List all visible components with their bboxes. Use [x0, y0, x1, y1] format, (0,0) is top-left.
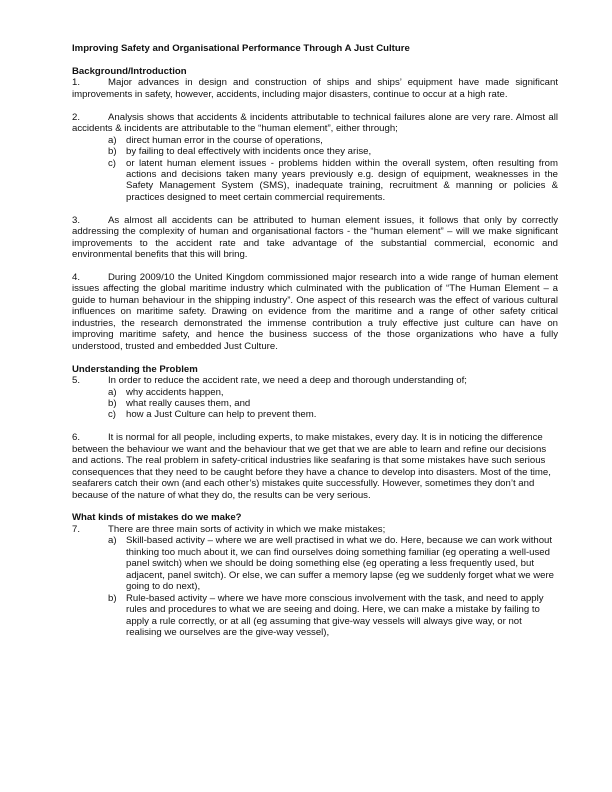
list-text: direct human error in the course of operations,	[126, 134, 323, 146]
section-heading-background: Background/Introduction	[72, 65, 187, 77]
list-text: by failing to deal effectively with incidents once they arise,	[126, 146, 372, 158]
paragraph-number: 4.	[72, 272, 81, 283]
list-item	[108, 158, 558, 204]
list-label: b)	[108, 592, 117, 604]
paragraph-2-list	[72, 135, 558, 204]
paragraph-number: 3.	[72, 214, 81, 226]
list-item	[108, 398, 558, 409]
paragraph-text: In order to reduce the accident rate, we need a deep and thorough understanding of;	[108, 375, 467, 387]
document-page	[72, 43, 558, 638]
paragraph-1	[72, 77, 558, 100]
list-label: a)	[108, 386, 117, 398]
paragraph-4	[72, 272, 558, 352]
paragraph-number: 2.	[72, 111, 81, 123]
list-label: c)	[108, 409, 116, 421]
list-text: Skill-based activity – where we are well practised in what we do. Here, because we can work without thinking too much about it, we can find ourselves doing something familiar (eg operating a well-used panel switch) when we should be doing something else (eg operating a less frequently used, but adjacent, panel switch). Or else, we can suffer a memory lapse (eg we suddenly forget what we were going to do next),	[126, 535, 555, 593]
list-item	[108, 593, 558, 639]
paragraph-number: 1.	[72, 77, 81, 89]
paragraph-text: During 2009/10 the United Kingdom commissioned major research into a wide range of human element issues affecting the global maritime industry which culminated with the publication of “The Human Element – a guide to human behaviour in the shipping industry”. One aspect of this research was the effect of various cultural influences on maritime safety. Drawing on evidence from the maritime and a range of other safety critical industries, the research demonstrated the immense contribution a truly effective just culture can have on improving maritime safety, and hence the business success of the those organizations who have a fully understood, trusted and embedded Just Culture.	[72, 272, 558, 352]
list-label: b)	[108, 397, 117, 409]
paragraph-5	[72, 375, 558, 386]
paragraph-number: 7.	[72, 523, 81, 535]
paragraph-number: 6.	[72, 432, 81, 444]
list-label: a)	[108, 134, 117, 146]
document-title: Improving Safety and Organisational Performance Through A Just Culture	[72, 43, 410, 54]
paragraph-7-list	[72, 535, 558, 638]
list-text: Rule-based activity – where we have more conscious involvement with the task, and need to apply rules and procedures to what we are seeing and doing. Here, we can make a mistake by failing to apply a rule correctly, or at all (eg assuming that give-way vessels will always give way, or not realising we ourselves are the give-way vessel),	[126, 592, 544, 638]
list-text: or latent human element issues - problems hidden within the overall system, often resulting from actions and decisions taken many years previously e.g. design of equipment, weaknesses in the Safety Management System (SMS), inadequate training, recruitment & manning or policies & practices designed to meet certain commercial requirements.	[126, 157, 558, 203]
paragraph-7	[72, 524, 558, 535]
paragraph-5-list	[72, 387, 558, 421]
list-text: what really causes them, and	[126, 397, 251, 409]
list-label: a)	[108, 535, 117, 547]
spacer	[72, 421, 558, 432]
list-item	[108, 146, 558, 157]
paragraph-3	[72, 215, 558, 261]
paragraph-text: As almost all accidents can be attributed to human element issues, it follows that only by correctly addressing the complexity of human and organisational factors - the “human element” – will we make significant improvements to the accident rate and take advantage of the substantial commercial, economic and environmental benefits that this will bring.	[72, 214, 558, 261]
list-text: how a Just Culture can help to prevent them.	[126, 409, 317, 421]
paragraph-6	[72, 432, 558, 501]
paragraph-text: It is normal for all people, including experts, to make mistakes, every day. It is in noticing the difference between the behaviour we want and the behaviour that we get that we are able to learn and refine our decisions and actions. The real problem in safety-critical industries like seafaring is that some mistakes have such serious consequences that they need to be caught before they have a chance to develop into disasters. Most of the time, seafarers catch their own (and each other’s) mistakes quite successfully. However, sometimes they don’t and because of the nature of what they do, the results can be very serious.	[72, 432, 551, 501]
section-heading-understanding: Understanding the Problem	[72, 363, 198, 375]
list-label: b)	[108, 146, 117, 158]
paragraph-number: 5.	[72, 375, 81, 387]
list-text: why accidents happen,	[126, 386, 224, 398]
list-item	[108, 535, 558, 592]
list-label: c)	[108, 157, 116, 169]
paragraph-2	[72, 112, 558, 135]
section-heading-mistakes: What kinds of mistakes do we make?	[72, 512, 242, 524]
list-item	[108, 135, 558, 146]
paragraph-text: There are three main sorts of activity in which we make mistakes;	[108, 523, 386, 535]
spacer	[72, 203, 558, 214]
paragraph-text: Major advances in design and construction of ships and ships’ equipment have made significant improvements in safety, however, accidents, including major disasters, continue to occur at a high rate.	[72, 77, 558, 100]
list-item	[108, 387, 558, 398]
paragraph-text: Analysis shows that accidents & incidents attributable to technical failures alone are very rare. Almost all accidents & incidents are attributable to the “human element”, either through;	[72, 111, 558, 135]
list-item	[108, 409, 558, 420]
